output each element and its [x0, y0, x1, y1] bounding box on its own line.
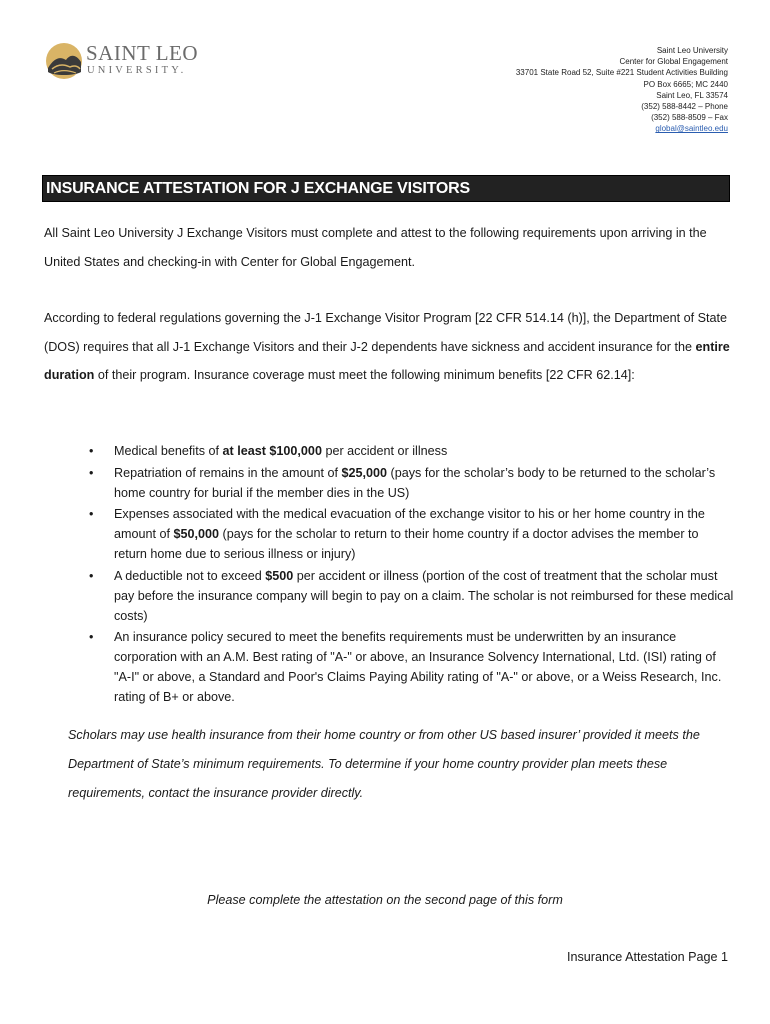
email-link[interactable]: global@saintleo.edu — [655, 124, 728, 134]
regulation-paragraph — [44, 304, 734, 390]
page-title: INSURANCE ATTESTATION FOR J EXCHANGE VISITORS — [46, 180, 470, 197]
address-line: Center for Global Engagement — [619, 57, 728, 67]
intro-paragraph: All Saint Leo University J Exchange Visitors must complete and attest to the following requirements upon arriving in the United States and checking-in with Center for Global Engagement. — [44, 226, 707, 269]
list-item — [44, 627, 734, 707]
list-item-text: A deductible not to exceed — [114, 568, 266, 583]
bullet-icon: • — [89, 507, 94, 521]
bullet-icon: • — [89, 630, 94, 644]
logo-name: SAINT LEO — [86, 41, 199, 65]
home-country-note: Scholars may use health insurance from their home country or from other US based insurer’ provided it meets the Department of State’s minimum requirements. To determine if your home country provider plan meets these requirements, contact the insurance provider directly. — [68, 728, 700, 800]
address-line: Saint Leo, FL 33574 — [656, 90, 728, 100]
list-item — [44, 463, 734, 503]
list-item-emphasis: at least $100,000 — [222, 444, 322, 458]
page-label: Insurance Attestation Page 1 — [566, 950, 728, 964]
regulation-text: of their program. Insurance coverage must meet the following minimum benefits [22 CFR 62.14]: — [94, 368, 635, 382]
logo-subname: UNIVERSITY. — [87, 65, 187, 76]
list-item-text: Repatriation of remains in the amount of — [114, 465, 342, 480]
list-item-emphasis: $50,000 — [173, 527, 220, 541]
address-line: 33701 State Road 52, Suite #221 Student Activities Building — [515, 68, 728, 78]
benefits-list — [44, 441, 734, 709]
list-item — [44, 441, 734, 461]
address-line: PO Box 6665; MC 2440 — [643, 79, 728, 89]
list-item-text: (pays for the scholar’s body to be returned to the scholar’s home country for burial if the member dies in the US) — [114, 465, 716, 500]
title-bar — [42, 175, 730, 202]
university-logo — [44, 40, 199, 82]
list-item-text: An insurance policy secured to meet the benefits requirements must be underwritten by an insurance corporation with an A.M. Best rating of "A-" or above, an Insurance Solvency International, Ltd. (ISI) rating of "A-I" or above, a Standard and Poor's Claims Paying Ability rating of "A-" or above, or a Weiss Research, Inc. rating of B+ or above. — [114, 630, 722, 704]
list-item — [44, 504, 734, 564]
list-item — [44, 566, 734, 626]
regulation-text: According to federal regulations governing the J-1 Exchange Visitor Program [22 CFR 514.14 (h)], the Department of State (DOS) requires that all J-1 Exchange Visitors and their J-2 dependents have sickness and accident insurance for the — [44, 311, 727, 354]
list-item-text: Medical benefits of — [114, 444, 223, 458]
address-line: (352) 588-8509 – Fax — [651, 113, 728, 123]
lion-emblem-icon — [44, 42, 84, 80]
list-item-text: Expenses associated with the medical evacuation of the exchange visitor to his or her home country in the amount of — [114, 507, 705, 541]
address-line: (352) 588-8442 – Phone — [641, 102, 728, 112]
bullet-icon: • — [89, 444, 94, 458]
list-item-emphasis: $500 — [265, 568, 294, 583]
list-item-text: (pays for the scholar to return to their home country if a doctor advises the member to return home due to serious illness or injury) — [114, 527, 699, 561]
regulation-emphasis: entire duration — [44, 339, 730, 382]
list-item-text: per accident or illness (portion of the cost of treatment that the scholar must pay before the insurance company will begin to pay on a claim. The scholar is not reimbursed for these medical costs) — [114, 568, 734, 623]
bullet-icon: • — [89, 465, 94, 480]
footer-note: Please complete the attestation on the second page of this form — [207, 893, 563, 907]
address-block — [516, 45, 728, 135]
bullet-icon: • — [89, 568, 94, 583]
list-item-emphasis: $25,000 — [341, 465, 388, 480]
address-line: Saint Leo University — [656, 46, 728, 55]
list-item-text: per accident or illness — [321, 444, 448, 458]
